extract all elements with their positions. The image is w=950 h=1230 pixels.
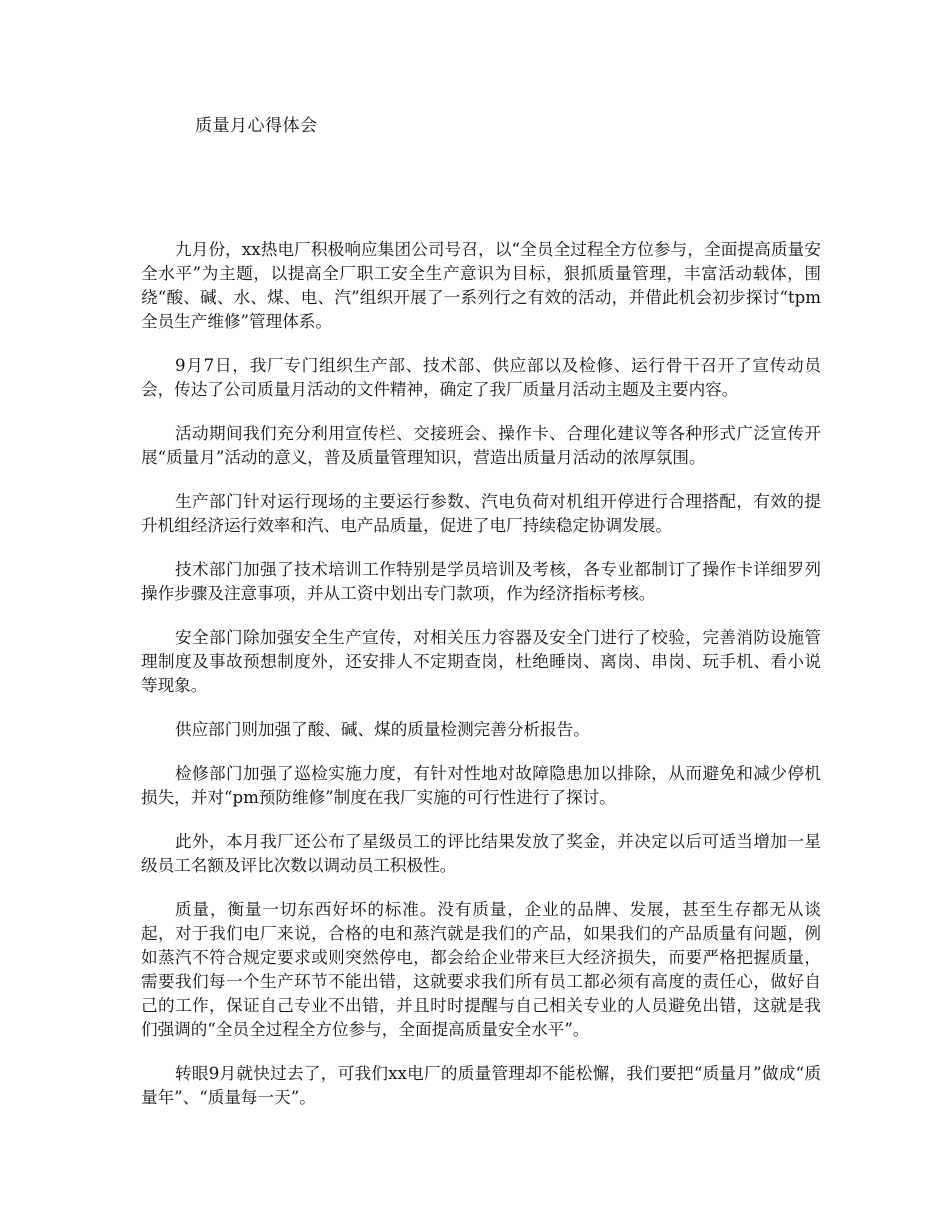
paragraph-8: 检修部门加强了巡检实施力度，有针对性地对故障隐患加以排除，从而避免和减少停机损失，并对“pm预防维修”制度在我厂实施的可行性进行了探讨。	[141, 764, 821, 807]
paragraph-4: 生产部门针对运行现场的主要运行参数、汽电负荷对机组开停进行合理搭配，有效的提升机组经济运行效率和汽、电产品质量，促进了电厂持续稳定协调发展。	[141, 492, 821, 535]
paragraph-10: 质量，衡量一切东西好坏的标准。没有质量，企业的品牌、发展，甚至生存都无从谈起，对于我们电厂来说，合格的电和蒸汽就是我们的产品，如果我们的产品质量有问题，例如蒸汽不符合规定要求或则突然停电，都会给企业带来巨大经济损失，而要严格把握质量，需要我们每一个生产环节不能出错，这就要求我们所有员工都必须有高度的责任心，做好自己的工作，保证自己专业不出错，并且时时提醒与自己相关专业的人员避免出错，这就是我们强调的“全员全过程全方位参与，全面提高质量安全水平”。	[141, 900, 821, 1039]
paragraph-3: 活动期间我们充分利用宣传栏、交接班会、操作卡、合理化建议等各种形式广泛宣传开展“质量月”活动的意义，普及质量管理知识，营造出质量月活动的浓厚氛围。	[141, 424, 821, 467]
paragraph-11: 转眼9月就快过去了，可我们xx电厂的质量管理却不能松懈，我们要把“质量月”做成“质量年”、“质量每一天”。	[141, 1064, 821, 1107]
paragraph-6: 安全部门除加强安全生产宣传，对相关压力容器及安全门进行了校验，完善消防设施管理制度及事故预想制度外，还安排人不定期查岗，杜绝睡岗、离岗、串岗、玩手机、看小说等现象。	[141, 628, 821, 695]
paragraph-7: 供应部门则加强了酸、碱、煤的质量检测完善分析报告。	[175, 720, 590, 739]
document-body	[141, 238, 821, 1130]
paragraph-5: 技术部门加强了技术培训工作特别是学员培训及考核，各专业都制订了操作卡详细罗列操作步骤及注意事项，并从工资中划出专门款项，作为经济指标考核。	[141, 560, 821, 603]
paragraph-2: 9月7日，我厂专门组织生产部、技术部、供应部以及检修、运行骨干召开了宣传动员会，传达了公司质量月活动的文件精神，确定了我厂质量月活动主题及主要内容。	[141, 356, 821, 399]
paragraph-1: 九月份，xx热电厂积极响应集团公司号召，以“全员全过程全方位参与，全面提高质量安全水平”为主题，以提高全厂职工安全生产意识为目标，狠抓质量管理，丰富活动载体，围绕“酸、碱、水、煤、电、汽”组织开展了一系列行之有效的活动，并借此机会初步探讨“tpm全员生产维修”管理体系。	[141, 240, 821, 331]
paragraph-9: 此外，本月我厂还公布了星级员工的评比结果发放了奖金，并决定以后可适当增加一星级员工名额及评比次数以调动员工积极性。	[141, 832, 821, 875]
document-title: 质量月心得体会	[195, 116, 318, 136]
